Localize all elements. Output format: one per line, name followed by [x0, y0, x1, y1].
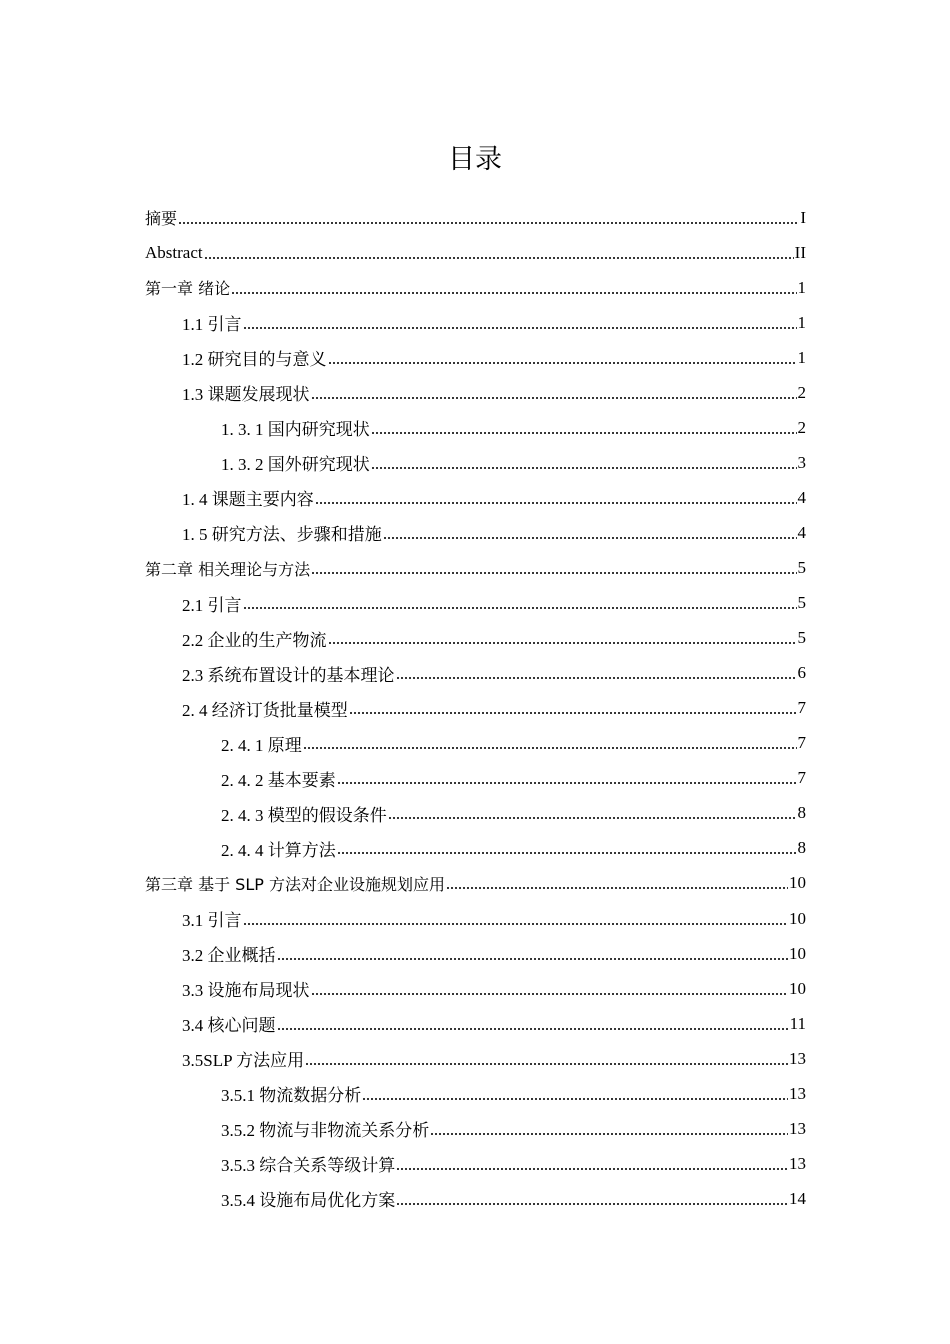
toc-entry[interactable]	[221, 445, 806, 480]
toc-entry-label: 第一章 绪论	[145, 279, 231, 299]
toc-entry[interactable]	[182, 936, 806, 971]
toc-entry-label: 3.1 引言	[182, 911, 242, 930]
toc-entry[interactable]	[182, 1006, 806, 1041]
toc-entry[interactable]	[182, 621, 806, 656]
toc-entry-page-number: 13	[789, 1083, 806, 1103]
toc-entry[interactable]	[182, 656, 806, 691]
toc-entry-page-number: 10	[789, 908, 806, 928]
dot-leader	[303, 736, 797, 750]
toc-entry-page-number: 1	[797, 347, 806, 367]
dot-leader	[311, 982, 789, 996]
toc-entry-page-number: 7	[797, 733, 806, 753]
toc-entry-label: 2.1 引言	[182, 595, 242, 615]
dot-leader	[383, 526, 797, 540]
toc-entry-label: 3.5.4 设施布局优化方案	[221, 1191, 396, 1211]
toc-entry-page-number: 13	[789, 1048, 806, 1068]
toc-entry[interactable]	[182, 971, 806, 1006]
toc-entry-label: 3.5SLP 方法应用	[182, 1051, 305, 1071]
dot-leader	[349, 701, 797, 715]
toc-entry-page-number: 8	[797, 803, 806, 823]
toc-entry-label: 3.5.2 物流与非物流关系分析	[221, 1121, 430, 1141]
toc-entry[interactable]	[221, 1076, 806, 1111]
toc-entry[interactable]	[182, 480, 806, 515]
toc-entry-page-number: I	[800, 207, 806, 227]
dot-leader	[311, 561, 796, 575]
toc-entry[interactable]	[145, 235, 806, 270]
toc-entry-label: 1.1 引言	[182, 315, 242, 335]
toc-entry[interactable]	[145, 866, 806, 901]
toc-entry-label: 1.2 研究目的与意义	[182, 350, 327, 370]
toc-entry-page-number: 11	[789, 1013, 806, 1033]
toc-entry[interactable]	[221, 796, 806, 831]
dot-leader	[243, 316, 797, 330]
toc-entry[interactable]	[221, 1181, 806, 1216]
toc-entry-page-number: 10	[789, 978, 806, 998]
dot-leader	[337, 771, 797, 785]
toc-entry-label: 2.3 系统布置设计的基本理论	[182, 665, 395, 685]
toc-entry-page-number: 13	[789, 1153, 806, 1173]
toc-entry-page-number: 5	[797, 558, 806, 577]
dot-leader	[178, 211, 799, 225]
toc-entry-label: 1. 3. 1 国内研究现状	[221, 420, 370, 440]
toc-entry-label: 2.2 企业的生产物流	[182, 630, 327, 650]
toc-entry-page-number: 10	[789, 873, 806, 893]
toc-entry-page-number: 7	[797, 698, 806, 718]
toc-entry-page-number: 13	[789, 1118, 806, 1138]
toc-entry-label: 2. 4. 3 模型的假设条件	[221, 805, 387, 825]
toc-entry[interactable]	[221, 831, 806, 866]
dot-leader	[430, 1122, 788, 1136]
dot-leader	[204, 246, 794, 260]
toc-entry-page-number: 5	[797, 593, 806, 613]
dot-leader	[446, 876, 788, 890]
toc-entry-label: 3.5.3 综合关系等级计算	[221, 1156, 396, 1176]
toc-entry[interactable]	[145, 270, 806, 305]
toc-entry-label: 3.2 企业概括	[182, 946, 276, 966]
toc-entry-page-number: 5	[797, 628, 806, 648]
toc-entry[interactable]	[221, 761, 806, 796]
toc-entry-page-number: 7	[797, 768, 806, 788]
toc-entry-label: 2. 4. 2 基本要素	[221, 770, 336, 790]
dot-leader	[337, 841, 797, 855]
toc-entry-label: 第三章 基于 SLP 方法对企业设施规划应用	[145, 874, 445, 894]
dot-leader	[277, 947, 789, 961]
dot-leader	[305, 1052, 788, 1066]
toc-entry[interactable]	[182, 691, 806, 726]
toc-entry-page-number: 4	[797, 522, 806, 542]
toc-entry-page-number: 14	[789, 1188, 806, 1208]
dot-leader	[396, 1157, 788, 1171]
toc-entry-label: 2. 4. 4 计算方法	[221, 840, 336, 860]
dot-leader	[362, 1087, 788, 1101]
toc-entry-label: Abstract	[145, 242, 203, 262]
toc-entry-label: 摘要	[145, 209, 178, 228]
dot-leader	[231, 281, 796, 295]
toc-entry-label: 3.5.1 物流数据分析	[221, 1086, 362, 1106]
toc-title: 目录	[448, 144, 502, 175]
toc-entry[interactable]	[182, 375, 806, 410]
toc-entry[interactable]	[182, 305, 806, 340]
toc-entry[interactable]	[221, 726, 806, 761]
toc-entry-page-number: 1	[797, 277, 806, 297]
toc-entry[interactable]	[182, 901, 806, 936]
dot-leader	[388, 806, 797, 820]
toc-entry-label: 3.4 核心问题	[182, 1016, 276, 1036]
toc-entry[interactable]	[182, 515, 806, 550]
toc-entry-label: 1. 5 研究方法、步骤和措施	[182, 525, 382, 545]
dot-leader	[396, 1192, 788, 1206]
toc-entry-label: 2. 4 经济订货批量模型	[182, 700, 348, 720]
dot-leader	[243, 912, 789, 926]
dot-leader	[371, 421, 797, 435]
toc-entry-label: 3.3 设施布局现状	[182, 981, 310, 1001]
toc-entry-page-number: 3	[797, 452, 806, 472]
dot-leader	[243, 596, 797, 610]
toc-entry-label: 第二章 相关理论与方法	[145, 559, 311, 579]
toc-entry-page-number: 1	[797, 312, 806, 332]
toc-entry[interactable]	[221, 1146, 806, 1181]
dot-leader	[371, 456, 797, 470]
toc-entry-page-number: 2	[797, 417, 806, 437]
toc-entry-label: 1. 4 课题主要内容	[182, 490, 314, 510]
toc-entry[interactable]	[145, 200, 806, 235]
toc-entry[interactable]	[145, 551, 806, 586]
dot-leader	[311, 386, 797, 400]
toc-entry-page-number: 4	[797, 487, 806, 507]
toc-entry-page-number: 6	[797, 663, 806, 683]
toc-entry-page-number: 10	[789, 943, 806, 963]
dot-leader	[328, 631, 797, 645]
toc-entry[interactable]	[221, 1111, 806, 1146]
toc-entry-label: 1. 3. 2 国外研究现状	[221, 455, 370, 475]
toc-entry-label: 2. 4. 1 原理	[221, 735, 302, 755]
toc-entry-page-number: 8	[797, 838, 806, 858]
toc-entry-page-number: 2	[797, 382, 806, 402]
toc-entry[interactable]	[182, 340, 806, 375]
dot-leader	[328, 351, 797, 365]
dot-leader	[396, 666, 797, 680]
dot-leader	[315, 491, 797, 505]
toc-entry[interactable]	[182, 1041, 806, 1076]
dot-leader	[277, 1017, 789, 1031]
toc-entry-label: 1.3 课题发展现状	[182, 385, 310, 405]
toc-entry[interactable]	[221, 410, 806, 445]
toc-entry-page-number: II	[794, 242, 806, 262]
toc-entry[interactable]	[182, 586, 806, 621]
